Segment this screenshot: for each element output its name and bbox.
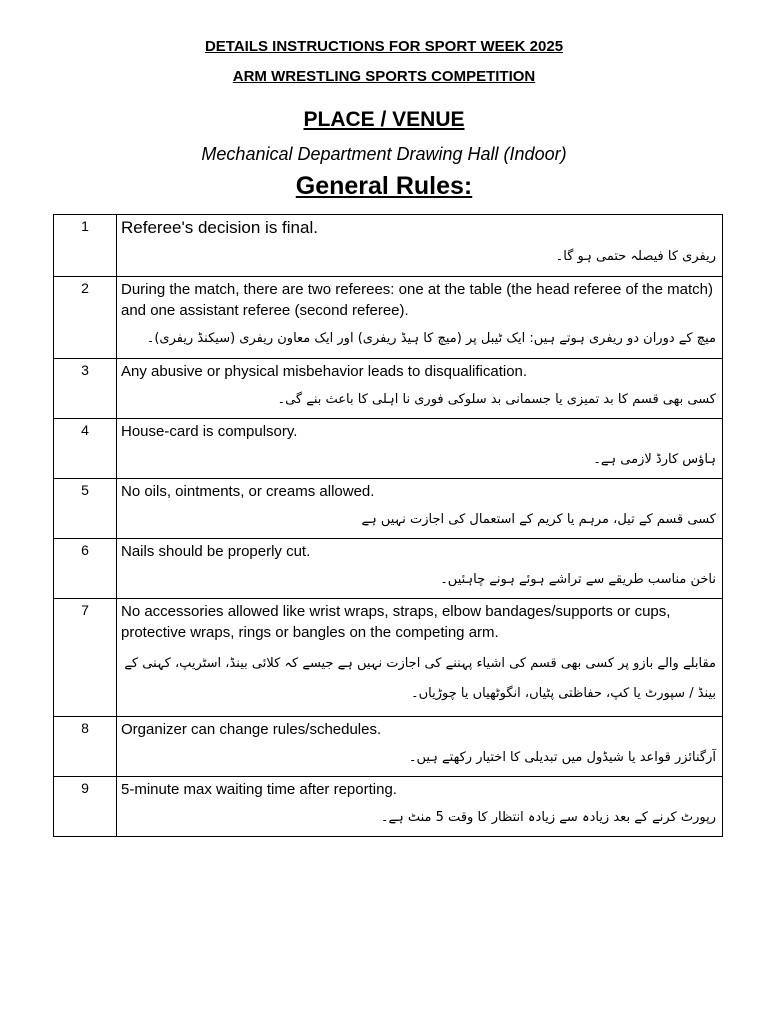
document-subtitle: ARM WRESTLING SPORTS COMPETITION — [232, 68, 536, 85]
rule-text-urdu: میچ کے دوران دو ریفری ہوتے ہیں: ایک ٹیبل پر (میچ کا ہیڈ ریفری) اور ایک معاون ریفری (سیکنڈ ریفری)۔ — [146, 331, 716, 346]
rule-text-urdu: کسی قسم کے تیل، مرہم یا کریم کے استعمال کی اجازت نہیں ہے — [361, 512, 716, 527]
rule-text-urdu: مقابلے والے بازو پر کسی بھی قسم کی اشیاء پہننے کی اجازت نہیں ہے جیسے کہ کلائی بینڈ، اسٹریپ، کہنی کے بینڈ / سپورٹ یا کپ، حفاظتی پٹیاں، انگوٹھیاں یا چوڑیاں۔ — [124, 656, 716, 701]
rule-number: 4 — [54, 419, 117, 479]
rule-text-urdu: رپورٹ کرنے کے بعد زیادہ سے زیادہ انتظار کا وقت 5 منٹ ہے۔ — [380, 810, 716, 825]
rule-text-urdu: آرگنائزر قواعد یا شیڈول میں تبدیلی کا اختیار رکھتے ہیں۔ — [408, 750, 716, 765]
rule-text-urdu: ناخن مناسب طریقے سے تراشے ہوئے ہونے چاہئیں۔ — [440, 572, 716, 587]
rule-number: 6 — [54, 539, 117, 599]
rule-text-english: 5-minute max waiting time after reporting. — [121, 781, 397, 798]
rule-text-english: No oils, ointments, or creams allowed. — [121, 483, 375, 500]
rule-row — [54, 479, 723, 539]
rule-row — [54, 215, 723, 277]
rule-text-english: During the match, there are two referees: one at the table (the head referee of the match) and one assistant referee (second referee). — [121, 281, 714, 319]
rule-number: 7 — [54, 599, 117, 717]
rule-row — [54, 277, 723, 359]
document-title: DETAILS INSTRUCTIONS FOR SPORT WEEK 2025 — [204, 38, 564, 55]
rules-table — [53, 214, 723, 837]
rule-text-english: House-card is compulsory. — [121, 423, 298, 440]
rule-text-urdu: ریفری کا فیصلہ حتمی ہو گا۔ — [555, 249, 716, 264]
place-heading: PLACE / VENUE — [303, 108, 465, 131]
rule-row — [54, 419, 723, 479]
rule-number: 1 — [54, 215, 117, 277]
rule-number: 2 — [54, 277, 117, 359]
rule-row — [54, 359, 723, 419]
general-rules-heading: General Rules: — [295, 172, 473, 200]
rule-number: 3 — [54, 359, 117, 419]
rule-number: 9 — [54, 777, 117, 837]
rule-text-english: Any abusive or physical misbehavior leads to disqualification. — [121, 363, 528, 380]
rule-row — [54, 717, 723, 777]
rule-row — [54, 599, 723, 717]
venue-text: Mechanical Department Drawing Hall (Indoor) — [201, 144, 567, 164]
rule-number: 8 — [54, 717, 117, 777]
rule-number: 5 — [54, 479, 117, 539]
rule-row — [54, 539, 723, 599]
rule-text-english: No accessories allowed like wrist wraps, straps, elbow bandages/supports or cups, protective wraps, rings or bangles on the competing arm. — [121, 603, 671, 641]
rule-row — [54, 777, 723, 837]
rule-text-english: Referee's decision is final. — [121, 218, 318, 237]
rule-text-english: Nails should be properly cut. — [121, 543, 311, 560]
rule-text-english: Organizer can change rules/schedules. — [121, 721, 382, 738]
rule-text-urdu: ہاؤس کارڈ لازمی ہے۔ — [593, 452, 716, 467]
rule-text-urdu: کسی بھی قسم کا بد تمیزی یا جسمانی بد سلوکی فوری نا اہلی کا باعث بنے گی۔ — [277, 392, 716, 407]
